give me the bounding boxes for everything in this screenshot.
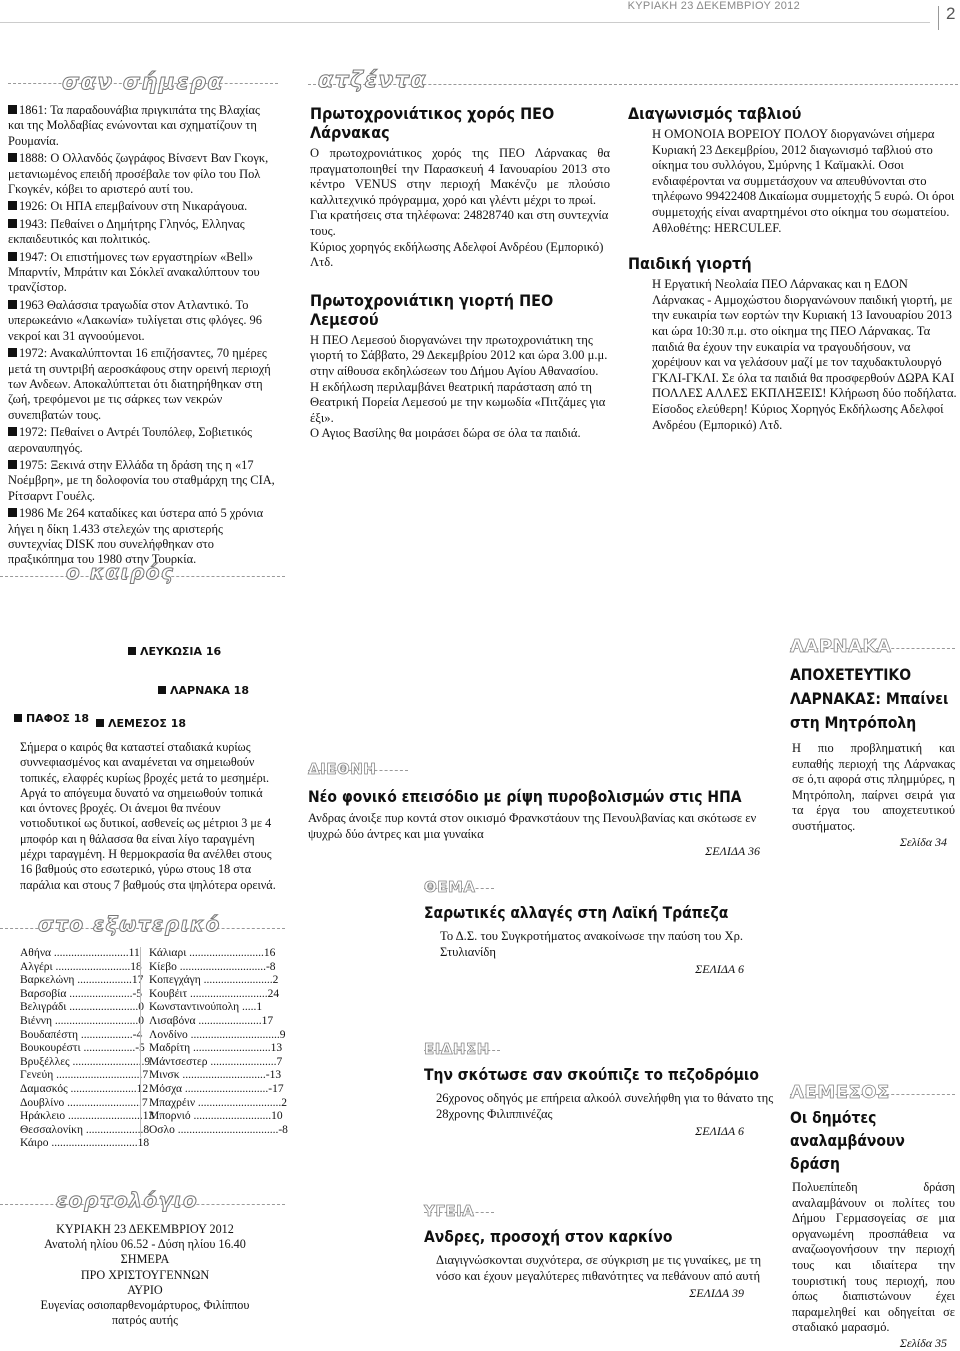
kids-headline: Παιδική γιορτή — [628, 254, 752, 274]
history-item: 1943: Πεθαίνει ο Δημήτρης Γληνός, Ελληνας εκπαιδευτικός και πολιτικός. — [8, 216, 245, 247]
brief-section-label: ΔΙΕΘΝΗ — [308, 760, 778, 778]
city-row: Βρυξέλλες .........................9 — [20, 1055, 151, 1068]
abroad-header — [0, 914, 285, 940]
city-row: Δαμασκός .......................12 — [20, 1082, 149, 1095]
history-item: 1963 Θαλάσσια τραγωδία στον Ατλαντικό. Το υπερωκεάνιο «Λακωνία» τυλίγεται στις φλόγες. 96 νεκροί και 31 αγνοούμενοι. — [8, 297, 262, 343]
bullet-square-icon — [8, 427, 17, 436]
brief-section-label: ΥΓΕΙΑ — [424, 1202, 774, 1220]
bullet-square-icon — [8, 460, 17, 469]
header-date: ΚΥΡΙΑΚΗ 23 ΔΕΚΕΜΒΡΙΟΥ 2012 — [627, 0, 800, 12]
bullet-square-icon — [8, 508, 17, 517]
brief-body: 26χρονος οδηγός με επήρεια αλκοόλ συνελήφθη για το θάνατο της 28χρονης Φιλιππινέζας — [436, 1091, 774, 1121]
page-number: 2 — [946, 4, 956, 23]
brief-page: ΣΕΛΙΔΑ 36 — [705, 844, 760, 859]
brief-headline: Την σκότωσε σαν σκούπιζε το πεζοδρόμιο — [424, 1066, 759, 1084]
weather-forecast: Σήμερα ο καιρός θα καταστεί σταδιακά κυρίως συννεφιασμένος και αναμένεται να σημειωθούν τοπικές, ελαφρές κυρίως βροχές μετά το μεσημέρι. Αργά το απόγευμα δυνατό να σημειωθούν τοπικά και όντονες βροχές. Οι άνεμοι θα πνέουν νοτιοδυτικοί ως δυτικοί, ασθενείς ως μέτριοι 3 με 4 μποφόρ και η θάλασσα θα είναι λίγο ταραγμένη μέχρι ταραγμένη. Η θερμοκρασία θα ανέλθει στους 16 βαθμούς στο εσωτερικό, γύρω στους 18 στα παράλια και στους 7 βαθμούς στα ψηλότερα ορεινά. — [20, 740, 276, 892]
larnaca-page: Σελίδα 34 — [899, 834, 947, 849]
city-row: Κίεβο ..............................-8 — [149, 960, 276, 973]
calendar-tomorrow: Ευγενίας οσιοπαρθενομάρτυρος, Φιλίππου πατρός αυτής — [40, 1298, 250, 1328]
bullet-square-icon — [8, 201, 17, 210]
calendar-tomorrow-label: ΑΥΡΙΟ — [127, 1282, 163, 1297]
abroad-list-2 — [140, 947, 288, 1137]
city-row: Γενεύη ..............................7 — [20, 1069, 149, 1082]
bullet-square-icon — [8, 300, 17, 309]
brief-theme — [424, 878, 774, 977]
history-item: 1972: Ανακαλύπτονται 16 επιζήσαντες, 70 ημέρες μετά τη συντριβή αεροσκάφους στην ορεινή περιοχή των Ανδεων. Αποκαλύπτεται ότι διατηρήθηκαν στη ζωή, τρεφόμενοι με τις σάρκες των νεκρών συνεπιβατών τους. — [8, 346, 271, 422]
city-row: Αθήνα ..........................11 — [20, 947, 140, 959]
bullet-square-icon — [8, 219, 17, 228]
marker-square-icon — [14, 714, 22, 722]
weather-header — [0, 562, 285, 588]
brief-health — [424, 1202, 774, 1301]
city-row: Βουκουρέστι ..................-5 — [20, 1042, 145, 1055]
calendar-header — [0, 1190, 285, 1216]
history-item: 1888: Ο Ολλανδός ζωγράφος Βίνσεντ Βαν Γκογκ, μετανιωμένος επειδή προσέβαλε τον φίλο του Πολ Γκογκέν, κόβει το αριστερό αυτί του. — [8, 151, 269, 197]
backgammon-headline: Διαγωνισμός ταβλιού — [628, 104, 802, 123]
calendar-body — [30, 1222, 260, 1328]
city-row: Κάλιαρι ..........................16 — [149, 947, 276, 959]
agenda-column-1 — [310, 104, 610, 442]
history-item: 1975: Ξεκινά στην Ελλάδα τη δράση της η «17 Νοέμβρη», με τη δολοφονία του σταθμάρχη της CIA, Ρίτσαρντ Γουέλς. — [8, 457, 275, 503]
history-item: 1861: Τα παραδουνάβια πριγκιπάτα της Βλαχίας και της Μολδαβίας ενώνονται και σχηματίζουν τη Ρουμανία. — [8, 103, 260, 148]
city-row: Κωνσταντινούπολη .....1 — [149, 1001, 263, 1014]
abroad-title: στο εξωτερικό — [38, 912, 221, 936]
celebration-headline: Πρωτοχρονιάτικη γιορτή ΠΕΟ Λεμεσού — [310, 290, 554, 329]
city-row: Μάντσεστερ .......................7 — [149, 1055, 283, 1068]
city-row: Βαρσοβία ......................-5 — [20, 987, 143, 1000]
city-row: Κοπεγχάγη ........................2 — [149, 974, 279, 987]
city-row: Βιέννη .............................0 — [20, 1014, 145, 1027]
city-row: Βουδαπέστη ..................-4 — [20, 1028, 143, 1041]
city-row: Βαρκελώνη ...................17 — [20, 974, 144, 987]
history-item: 1972: Πεθαίνει ο Αντρέι Τουπόλεφ, Σοβιετικός αεροναυπηγός. — [8, 425, 252, 455]
celebration-body: Η ΠΕΟ Λεμεσού διοργανώνει την πρωτοχρονιάτικη της γιορτή το Σάββατο, 29 Δεκεμβρίου 2012 και ώρα 3.00 μ.μ. στην αίθουσα εκδηλώσεων του Δήμου Αγίου Αθανασίου. — [310, 332, 608, 378]
calendar-today: ΠΡΟ ΧΡΙΣΤΟΥΓΕΝΝΩΝ — [80, 1267, 210, 1282]
calendar-today-label: ΣΗΜΕΡΑ — [120, 1252, 170, 1267]
celebration-gifts: Ο Αγιος Βασίλης θα μοιράσει δώρα σε όλα τα παιδιά. — [310, 426, 581, 441]
calendar-sun: Ανατολή ηλίου 06.52 - Δύση ηλίου 16.40 — [44, 1237, 246, 1252]
bullet-square-icon — [8, 153, 17, 162]
brief-headline: Ανδρες, προσοχή στον καρκίνο — [424, 1228, 673, 1246]
brief-headline: Νέο φονικό επεισόδιο με ρίψη πυροβολισμών στις ΗΠΑ — [308, 788, 742, 806]
marker-square-icon — [96, 719, 104, 727]
limassol-body: Πολυεπίπεδη δράση αναλαμβάνουν οι πολίτες του Δήμου Γερμασογείας σε μια οργανωμένη προσπάθεια να αναζωογονήσουν την περιοχή τους και ιδιαίτερα την τουριστική τους περιοχή, που όπως διαπιστώνουν έχει παραμεληθεί και οδηγείται σε σταδιακό μαρασμό. — [792, 1180, 955, 1335]
city-row: Μινσκ .............................-13 — [149, 1069, 282, 1082]
bullet-square-icon — [8, 105, 17, 114]
brief-page: ΣΕΛΙΔΑ 6 — [695, 1124, 744, 1139]
brief-page: ΣΕΛΙΔΑ 6 — [695, 962, 744, 977]
limassol-headline: Οι δημότες αναλαμβάνουν δράση — [790, 1109, 905, 1173]
history-item: 1986 Με 264 καταδίκες και ύστερα από 5 χρόνια λήγει η δίκη 1.433 στελεχών της αριστερής συντεχνίας DISK που συνελήφθηκαν στο πραξικόπημα του 1980 στην Τουρκία. — [8, 506, 264, 567]
city-row: Δουβλίνο ..........................7 — [20, 1096, 148, 1109]
brief-section-label: ΘΕΜΑ — [424, 878, 774, 896]
weather-title: ο καιρός — [66, 560, 175, 584]
label-nicosia: ΛΕΥΚΩΣΙΑ 16 — [128, 645, 221, 658]
history-item: 1947: Οι επιστήμονες των εργαστηρίων «Bell» Μπαρντίν, Μπράτιν και Σόκλεϊ ανακαλύπτουν του τρανζίστορ. — [8, 249, 260, 295]
celebration-play: Η εκδήλωση περιλαμβάνει θεατρική παράσταση από τη Θεατρική Πορεία Λεμεσού με την κωμωδία «Πιτζάμες για έξι». — [310, 379, 606, 425]
dance-body: Ο πρωτοχρονιάτικος χορός της ΠΕΟ Λάρνακας θα πραγματοποιηθεί την Παρασκευή 4 Ιανουαρίου 2013 στο κέντρο VENUS στην περιοχή Μακένζυ με πλούσιο καλλιτεχνικό πρόγραμμα, χορό και γλέντι μέχρι το πρωί. — [310, 146, 610, 207]
city-row: Κάιρο ..............................18 — [20, 1137, 150, 1150]
label-paphos: ΠΑΦΟΣ 18 — [14, 712, 89, 725]
city-row: Οσλο ...................................-8 — [149, 1123, 288, 1136]
history-section — [8, 70, 278, 570]
larnaca-body: Η πιο προβληματική και ευπαθής περιοχή της Λάρνακας σε ό,τι αφορά στις πλημμύρες, η Μητρόπολη, παίρνει σειρά για τα έργα του αποχετευτικού συστήματος. — [792, 741, 955, 833]
kids-body: Η Εργατική Νεολαία ΠΕΟ Λάρνακας και η ΕΔΟΝ Λάρνακας - Αμμοχώστου διοργανώνουν παιδική γιορτή, με την ευκαιρία των εορτών την Κυριακή 13 Ιανουαρίου 2013 και ώρα 10:30 π.μ. στο οίκημα της ΠΕΟ Λάρνακας. Τα παιδιά θα έχουν την ευκαιρία να τραγουδήσουν, να χορέψουν και να γελάσουν μαζί με τον ταχυδακτυλουργό ΓΚΛΙ-ΓΚΛΙ. Σε όλα τα παιδιά θα προσφερθούν ΔΩΡΑ ΚΑΙ ΠΟΛΛΕΣ ΑΛΛΕΣ ΕΚΠΛΗΞΕΙΣ! Κλήρωση δύο ποδήλατα. Είσοδος ελεύθερη! Κύριος Χορηγός Εκδήλωσης Αδελφοί Ανδρέου (Εμπορικό) Λτδ. — [652, 277, 957, 432]
history-title: σαν σήμερα — [8, 70, 278, 95]
limassol-box — [790, 1082, 955, 1351]
backgammon-body: Η ΟΜΟΝΟΙΑ ΒΟΡΕΙΟΥ ΠΟΛΟΥ διοργανώνει σήμερα Κυριακή 23 Δεκεμβρίου, 2012 διαγωνισμό ταβλιού στο οίκημα του συλλόγου, Σμύρνης 1 Καϊμακλί. Οσοι ενδιαφέρονται να συμμετάσχουν να απευθύνονται στο τηλέφωνο 99422408 Δικαίωμα συμμετοχής 5 ευρώ. Οι όροι συμμετοχής είναι αναρτημένοι στο οίκημα του σωματείου. Αθλοθέτης: HERCULEF. — [652, 127, 955, 235]
city-row: Μπορνιό ...........................10 — [149, 1110, 283, 1123]
label-larnaca: ΛΑΡΝΑΚΑ 18 — [158, 684, 249, 697]
calendar-date: ΚΥΡΙΑΚΗ 23 ΔΕΚΕΜΒΡΙΟΥ 2012 — [56, 1222, 234, 1236]
dance-sponsor: Κύριος χορηγός εκδήλωσης Αδελφοί Ανδρέου (Εμπορικό) Λτδ. — [310, 239, 604, 270]
brief-body: Το Δ.Σ. του Συγκροτήματος ανακοίνωσε την παύση του Χρ. Στυλιανίδη — [440, 929, 744, 959]
city-row: Μπαχρέιν .............................2 — [149, 1096, 288, 1109]
history-list — [8, 103, 278, 568]
city-row: Κουβέιτ ...........................24 — [149, 987, 280, 1000]
calendar-title: εορτολόγιο — [56, 1188, 199, 1212]
brief-page: ΣΕΛΙΔΑ 39 — [689, 1286, 744, 1301]
label-limassol: ΛΕΜΕΣΟΣ 18 — [96, 717, 186, 730]
bullet-square-icon — [8, 348, 17, 357]
history-item: 1926: Οι ΗΠΑ επεμβαίνουν στη Νικαράγουα. — [8, 199, 278, 214]
city-row: Λισαβόνα ......................17 — [149, 1014, 274, 1027]
agenda-header — [308, 70, 958, 96]
brief-international — [308, 760, 778, 859]
brief-section-label: ΕΙΔΗΣΗ — [424, 1040, 774, 1058]
larnaca-section-label: ΛΑΡΝΑΚΑ — [790, 636, 955, 657]
city-row: Μαδρίτη ...........................13 — [149, 1042, 283, 1055]
limassol-page: Σελίδα 35 — [899, 1335, 947, 1350]
city-row: Βελιγράδι ........................0 — [20, 1001, 145, 1014]
agenda-column-2 — [628, 104, 958, 433]
header-rule — [0, 22, 930, 23]
dance-reservations: Για κρατήσεις στα τηλέφωνα: 24828740 και στη συντεχνία τους. — [310, 208, 609, 238]
city-row: Αλγέρι ..........................18 — [20, 960, 142, 973]
brief-news — [424, 1040, 774, 1139]
abroad-list-1 — [20, 947, 155, 1151]
city-row: Λονδίνο ...............................9 — [149, 1028, 286, 1041]
page-header — [0, 0, 960, 32]
city-row: Μόσχα .............................-17 — [149, 1082, 284, 1095]
larnaca-headline: ΑΠΟΧΕΤΕΥΤΙΚΟ ΛΑΡΝΑΚΑΣ: Μπαίνει στη Μητρόπολη — [790, 666, 949, 732]
brief-body: Διαγιγνώσκονται συχνότερα, σε σύγκριση με τις γυναίκες, με τη νόσο και έχουν μεγαλύτερες πιθανότητες να πεθάνουν από αυτή — [436, 1253, 762, 1283]
larnaca-box — [790, 636, 955, 850]
dance-headline: Πρωτοχρονιάτικος χορός ΠΕΟ Λάρνακας — [310, 104, 555, 142]
city-row: Ηράκλειο ..........................13 — [20, 1110, 155, 1123]
brief-headline: Σαρωτικές αλλαγές στη Λαϊκή Τράπεζα — [424, 904, 729, 922]
agenda-title: ατζέντα — [318, 68, 428, 93]
brief-body: Ανδρας άνοιξε πυρ κοντά στον οικισμό Φρανκστάουν της Πενουλβανίας και σκότωσε εν ψυχρώ δύο άντρες και μια γυναίκα — [308, 811, 757, 841]
city-row: Θεσσαλονίκη ....................8 — [20, 1123, 150, 1136]
bullet-square-icon — [8, 252, 17, 261]
marker-square-icon — [128, 647, 136, 655]
weather-map — [0, 600, 285, 740]
marker-square-icon — [158, 686, 166, 694]
limassol-section-label: ΛΕΜΕΣΟΣ — [790, 1082, 955, 1103]
header-divider — [938, 6, 939, 30]
